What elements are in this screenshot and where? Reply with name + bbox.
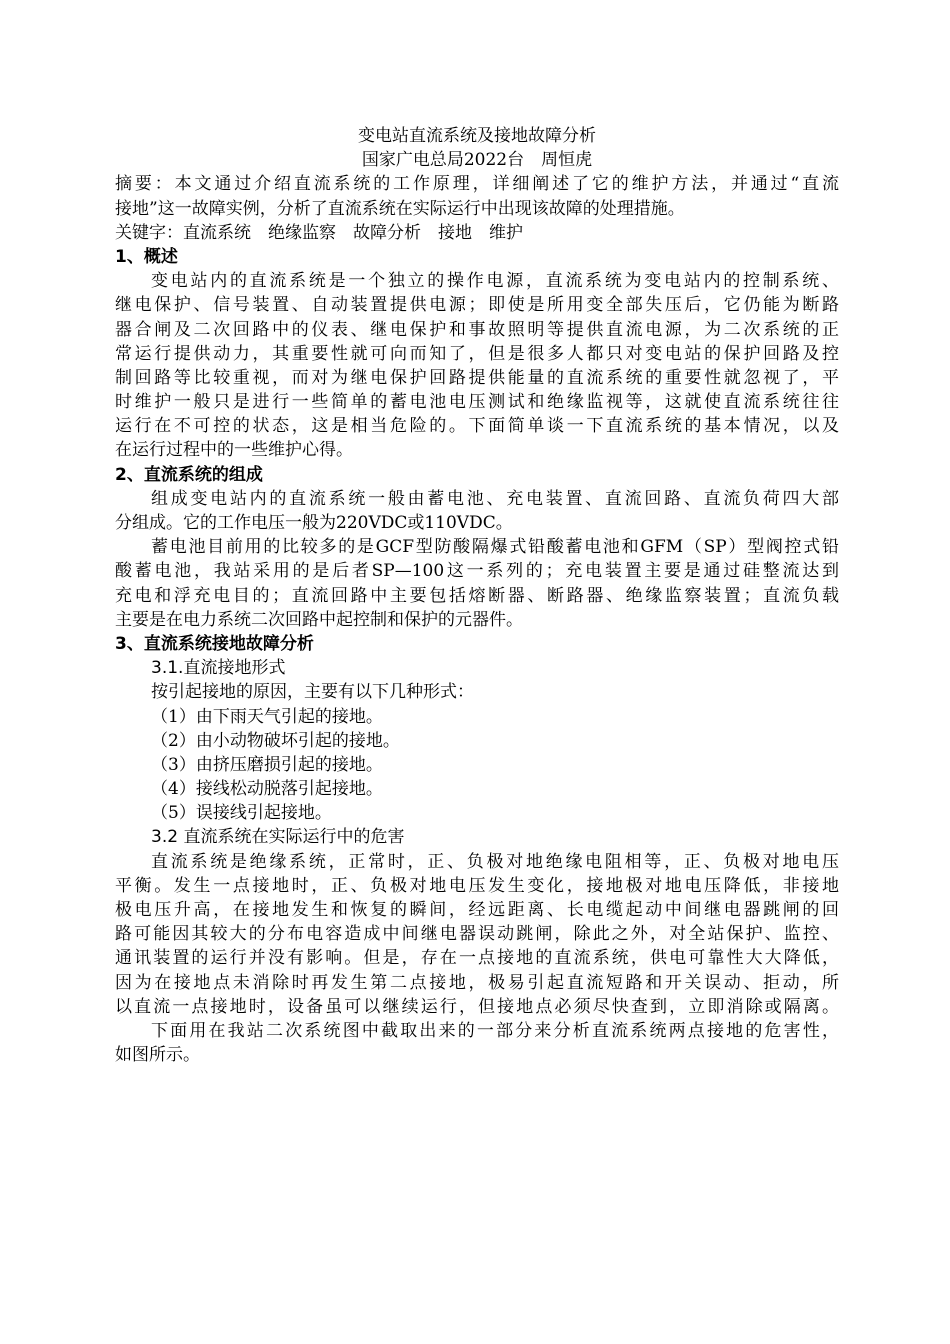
paragraph-line: 酸蓄电池，我站采用的是后者SP—100这一系列的；充电装置主要是通过硅整流达到 xyxy=(115,561,839,582)
paragraph-line: 分组成。它的工作电压一般为220VDC或110VDC。 xyxy=(115,513,513,533)
paragraph-line: 变电站内的直流系统是一个独立的操作电源，直流系统为变电站内的控制系统、 xyxy=(151,271,839,292)
document-title: 变电站直流系统及接地故障分析 xyxy=(358,126,596,146)
list-item: （3）由挤压磨损引起的接地。 xyxy=(151,754,383,775)
list-item: （4）接线松动脱落引起接地。 xyxy=(151,779,383,800)
paragraph-line: 按引起接地的原因，主要有以下几种形式： xyxy=(151,682,474,703)
paragraph-line: 时维护一般只是进行一些简单的蓄电池电压测试和绝缘监视等，这就使直流系统往往 xyxy=(115,392,839,413)
paragraph-line: 下面用在我站二次系统图中截取出来的一部分来分析直流系统两点接地的危害性， xyxy=(151,1020,839,1041)
list-item: （1）由下雨天气引起的接地。 xyxy=(151,706,383,727)
keywords: 关键字：直流系统 绝缘监察 故障分析 接地 维护 xyxy=(115,222,523,243)
paragraph-line: 如图所示。 xyxy=(115,1045,200,1066)
paragraph-line: 以直流一点接地时，设备虽可以继续运行，但接地点必须尽快查到，立即消除或隔离。 xyxy=(115,996,839,1017)
paragraph-line: 组成变电站内的直流系统一般由蓄电池、充电装置、直流回路、直流负荷四大部 xyxy=(151,488,839,509)
paragraph-line: 器合闸及二次回路中的仪表、继电保护和事故照明等提供直流电源，为二次系统的正 xyxy=(115,319,839,340)
section-1-heading: 1、概述 xyxy=(115,246,178,267)
section-3-heading: 3、直流系统接地故障分析 xyxy=(115,633,314,654)
document-author: 国家广电总局2022台 周恒虎 xyxy=(361,150,593,171)
paragraph-line: 充电和浮充电目的；直流回路中主要包括熔断器、断路器、绝缘监察装置；直流负载 xyxy=(115,585,839,606)
document-page xyxy=(115,124,839,1067)
paragraph-line: 极电压升高，在接地发生和恢复的瞬间，经远距离、长电缆起动中间继电器跳闸的回 xyxy=(115,900,839,920)
paragraph-line: 通讯装置的运行并没有影响。但是，存在一点接地的直流系统，供电可靠性大大降低， xyxy=(115,948,839,969)
section-2-heading: 2、直流系统的组成 xyxy=(115,464,263,485)
paragraph-line: 路可能因其较大的分布电容造成中间继电器误动跳闸，除此之外，对全站保护、监控、 xyxy=(115,924,839,945)
abstract-line: 摘要：本文通过介绍直流系统的工作原理，详细阐述了它的维护方法，并通过“直流 xyxy=(115,174,839,195)
paragraph-line: 平衡。发生一点接地时，正、负极对地电压发生变化，接地极对地电压降低，非接地 xyxy=(115,875,839,896)
subsection-3-1-heading: 3.1.直流接地形式 xyxy=(151,658,286,679)
paragraph-line: 制回路等比较重视，而对为继电保护回路提供能量的直流系统的重要性就忽视了，平 xyxy=(115,367,839,388)
paragraph-line: 因为在接地点未消除时再发生第二点接地，极易引起直流短路和开关误动、拒动，所 xyxy=(115,972,839,993)
paragraph-line: 运行在不可控的状态，这是相当危险的。下面简单谈一下直流系统的基本情况，以及 xyxy=(115,416,839,437)
paragraph-line: 蓄电池目前用的比较多的是GCF型防酸隔爆式铅酸蓄电池和GFM（SP）型阀控式铅 xyxy=(151,537,839,558)
paragraph-line: 继电保护、信号装置、自动装置提供电源；即使是所用变全部失压后，它仍能为断路 xyxy=(115,295,839,316)
paragraph-line: 直流系统是绝缘系统，正常时，正、负极对地绝缘电阻相等，正、负极对地电压 xyxy=(151,851,839,872)
abstract-line: 接地”这一故障实例，分析了直流系统在实际运行中出现该故障的处理措施。 xyxy=(115,198,685,219)
list-item: （2）由小动物破坏引起的接地。 xyxy=(151,730,400,751)
list-item: （5）误接线引起接地。 xyxy=(151,803,332,824)
paragraph-line: 常运行提供动力，其重要性就可向而知了，但是很多人都只对变电站的保护回路及控 xyxy=(115,343,839,364)
paragraph-line: 在运行过程中的一些维护心得。 xyxy=(115,440,353,461)
paragraph-line: 主要是在电力系统二次回路中起控制和保护的元器件。 xyxy=(115,609,523,630)
subsection-3-2-heading: 3.2 直流系统在实际运行中的危害 xyxy=(151,827,405,848)
